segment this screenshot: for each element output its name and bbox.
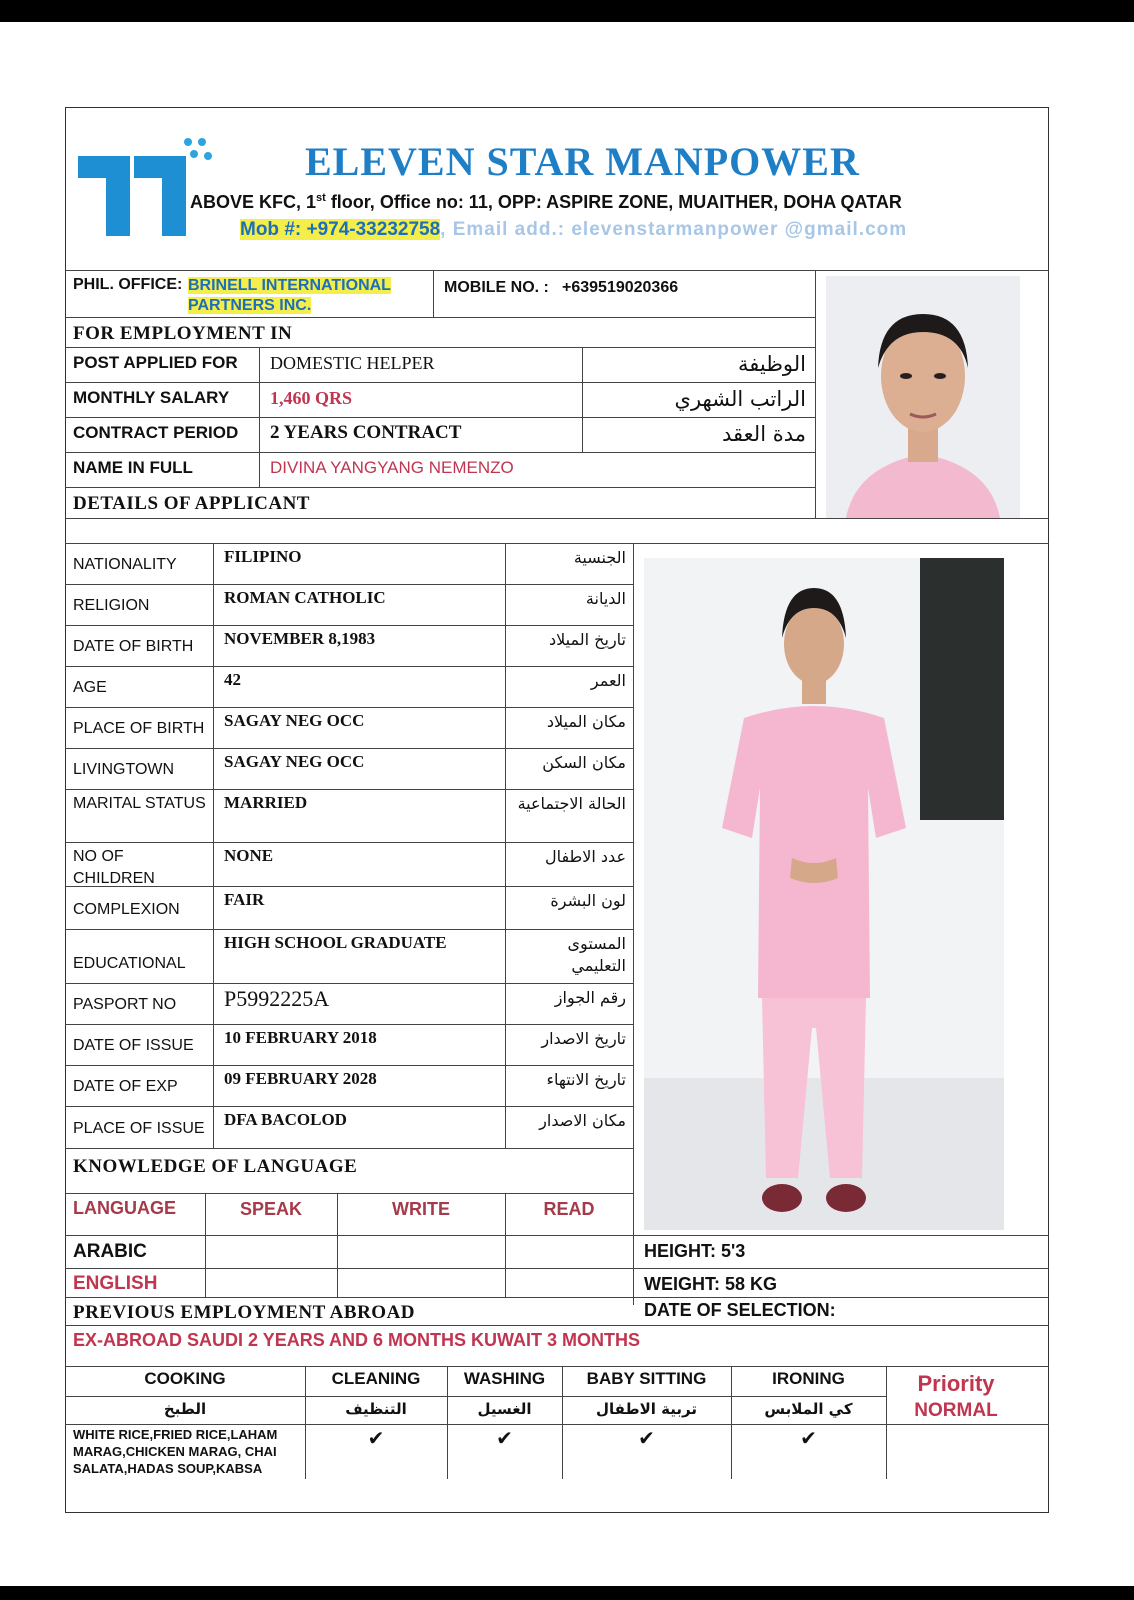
divider — [65, 1325, 1049, 1326]
divider — [65, 1065, 633, 1066]
details-value: HIGH SCHOOL GRADUATE — [224, 933, 447, 952]
divider — [65, 1148, 633, 1149]
details-arabic: رقم الجواز — [554, 988, 626, 1007]
language-header-language: LANGUAGE — [73, 1198, 176, 1218]
details-value: 10 FEBRUARY 2018 — [224, 1028, 377, 1047]
skill-header-cooking: COOKING — [144, 1369, 226, 1388]
date-of-selection-label: DATE OF SELECTION: — [644, 1300, 836, 1320]
details-arabic: الجنسية — [573, 548, 626, 567]
baby-sitting-check-icon: ✔ — [638, 1426, 655, 1450]
divider — [65, 886, 633, 887]
name-in-full-value: DIVINA YANGYANG NEMENZO — [270, 458, 514, 477]
details-label: NATIONALITY — [73, 556, 177, 573]
logo-eleven-icon — [78, 132, 218, 240]
skill-header-washing: WASHING — [463, 1369, 546, 1388]
language-header-write: WRITE — [392, 1199, 450, 1219]
language-arabic: ARABIC — [73, 1241, 147, 1262]
profile-photo — [826, 276, 1020, 518]
language-header-speak: SPEAK — [239, 1199, 302, 1219]
address-tail: floor, Office no: 11, OPP: ASPIRE ZONE, MUAITHER, DOHA QATAR — [325, 192, 902, 212]
company-name: ELEVEN STAR MANPOWER — [305, 139, 860, 184]
details-section-title: DETAILS OF APPLICANT — [73, 493, 310, 514]
divider — [65, 789, 633, 790]
divider — [633, 543, 634, 1305]
details-arabic: العمر — [590, 671, 626, 690]
divider — [65, 518, 1049, 519]
contract-period-arabic: مدة العقد — [722, 422, 806, 446]
details-value: SAGAY NEG OCC — [224, 752, 365, 771]
details-arabic: تاريخ الاصدار — [541, 1029, 626, 1048]
person-portrait-icon — [826, 276, 1020, 518]
divider — [205, 1193, 206, 1297]
divider — [65, 748, 633, 749]
divider — [65, 1297, 633, 1298]
previous-employment-title: PREVIOUS EMPLOYMENT ABROAD — [73, 1302, 416, 1323]
company-logo — [78, 132, 218, 240]
phil-office-text: BRINELL INTERNATIONAL PARTNERS INC. — [188, 277, 391, 314]
language-section-title: KNOWLEDGE OF LANGUAGE — [73, 1156, 358, 1177]
washing-check-icon: ✔ — [496, 1426, 513, 1450]
details-value: 09 FEBRUARY 2028 — [224, 1069, 377, 1088]
details-label: AGE — [73, 679, 107, 696]
divider — [633, 1297, 1049, 1298]
skill-arabic-cleaning: التنظيف — [345, 1400, 407, 1418]
details-value: ROMAN CATHOLIC — [224, 588, 386, 607]
details-value: NOVEMBER 8,1983 — [224, 629, 376, 648]
details-value: P5992225A — [224, 986, 330, 1011]
skill-arabic-ironing: كي الملابس — [764, 1400, 853, 1418]
skill-arabic-baby-sitting: تربية الاطفال — [596, 1400, 697, 1418]
details-label: PASPORT NO — [73, 996, 177, 1013]
divider — [65, 317, 815, 318]
language-header-read: READ — [543, 1199, 595, 1219]
phil-office-label: PHIL. OFFICE: — [73, 276, 183, 293]
details-value: 42 — [224, 670, 241, 689]
details-arabic: الديانة — [585, 589, 626, 608]
divider — [65, 1366, 1049, 1367]
divider — [65, 487, 815, 488]
monthly-salary-label: MONTHLY SALARY — [73, 388, 230, 407]
divider — [65, 1268, 1049, 1269]
phil-office-value — [188, 276, 418, 316]
divider — [65, 983, 633, 984]
divider — [65, 417, 815, 418]
details-arabic: تاريخ الانتهاء — [546, 1070, 626, 1089]
address-sup: st — [316, 192, 326, 204]
cleaning-check-icon: ✔ — [367, 1426, 385, 1450]
divider — [65, 1193, 633, 1194]
divider — [433, 270, 434, 317]
details-value: FILIPINO — [224, 547, 302, 566]
details-label: MARITAL STATUS — [73, 795, 206, 812]
divider — [815, 270, 816, 518]
ironing-check-icon: ✔ — [800, 1426, 817, 1450]
cooking-detail: WHITE RICE,FRIED RICE,LAHAM MARAG,CHICKEN MARAG, CHAI SALATA,HADAS SOUP,KABSA — [73, 1427, 278, 1476]
employment-section-title: FOR EMPLOYMENT IN — [73, 323, 293, 344]
divider — [213, 543, 214, 1148]
details-arabic: مكان السكن — [542, 753, 626, 772]
weight-value: WEIGHT: 58 KG — [644, 1274, 778, 1294]
details-label: PLACE OF ISSUE — [73, 1120, 205, 1137]
divider — [65, 929, 633, 930]
priority-label: Priority — [917, 1371, 995, 1396]
details-label: DATE OF ISSUE — [73, 1037, 194, 1054]
details-arabic: المستوى التعليمي — [567, 934, 626, 975]
details-value: MARRIED — [224, 793, 308, 812]
divider — [65, 842, 633, 843]
details-arabic: مكان الاصدار — [539, 1111, 626, 1130]
divider — [65, 382, 815, 383]
divider — [65, 1424, 1049, 1425]
company-contact — [240, 219, 960, 241]
priority-value: NORMAL — [914, 1400, 998, 1421]
divider — [65, 270, 1049, 271]
mobile-value: +639519020366 — [562, 279, 679, 296]
details-value: SAGAY NEG OCC — [224, 711, 365, 730]
details-label: NO OF CHILDREN — [73, 848, 155, 887]
post-applied-label: POST APPLIED FOR — [73, 353, 238, 372]
details-arabic: مكان الميلاد — [546, 712, 626, 731]
language-english: ENGLISH — [73, 1273, 158, 1294]
bottom-border-band — [0, 1586, 1134, 1600]
divider — [65, 347, 815, 348]
divider — [337, 1193, 338, 1297]
top-border-band — [0, 0, 1134, 22]
person-full-body-icon — [644, 558, 1004, 1230]
company-email: , Email add.: elevenstarmanpower @gmail.com — [440, 219, 908, 240]
divider — [65, 1106, 633, 1107]
company-address — [190, 192, 920, 213]
skill-arabic-washing: الغسيل — [477, 1400, 532, 1418]
details-label: PLACE OF BIRTH — [73, 720, 205, 737]
contract-period-value: 2 YEARS CONTRACT — [270, 422, 462, 443]
monthly-salary-arabic: الراتب الشهري — [674, 387, 806, 411]
height-value: HEIGHT: 5'3 — [644, 1241, 746, 1261]
divider — [65, 1235, 1049, 1236]
details-value: DFA BACOLOD — [224, 1110, 347, 1129]
skill-header-cleaning: CLEANING — [331, 1369, 421, 1388]
details-label: DATE OF BIRTH — [73, 638, 194, 655]
divider — [65, 1024, 633, 1025]
mobile-label: MOBILE NO. : — [444, 279, 549, 296]
details-arabic: عدد الاطفال — [544, 847, 626, 866]
divider — [65, 1396, 886, 1397]
details-arabic: الحالة الاجتماعية — [517, 794, 626, 813]
details-arabic: لون البشرة — [550, 891, 626, 910]
details-label: EDUCATIONAL — [73, 955, 186, 972]
details-label: RELIGION — [73, 597, 150, 614]
company-mobile: Mob #: +974-33232758 — [240, 219, 441, 240]
post-applied-value: DOMESTIC HELPER — [270, 353, 435, 373]
previous-employment-value: EX-ABROAD SAUDI 2 YEARS AND 6 MONTHS KUWAIT 3 MONTHS — [73, 1330, 641, 1350]
divider — [582, 347, 583, 452]
details-label: DATE OF EXP — [73, 1078, 178, 1095]
details-value: FAIR — [224, 890, 265, 909]
divider — [65, 584, 633, 585]
contract-period-label: CONTRACT PERIOD — [73, 423, 239, 442]
divider — [65, 707, 633, 708]
name-in-full-label: NAME IN FULL — [73, 458, 193, 477]
full-body-photo — [644, 558, 1004, 1230]
divider — [65, 666, 633, 667]
skill-header-ironing: IRONING — [772, 1369, 845, 1388]
details-arabic: تاريخ الميلاد — [549, 630, 626, 649]
monthly-salary-value: 1,460 QRS — [270, 388, 353, 408]
divider — [505, 543, 506, 1148]
address-lead: ABOVE KFC, 1 — [190, 192, 317, 212]
divider — [65, 452, 815, 453]
divider — [65, 625, 633, 626]
skill-header-baby-sitting: BABY SITTING — [586, 1369, 707, 1388]
skill-arabic-cooking: الطبخ — [163, 1400, 207, 1418]
post-applied-arabic: الوظيفة — [737, 352, 806, 376]
details-label: COMPLEXION — [73, 901, 180, 918]
details-label: LIVINGTOWN — [73, 761, 175, 778]
details-value: NONE — [224, 846, 274, 865]
divider — [505, 1193, 506, 1297]
